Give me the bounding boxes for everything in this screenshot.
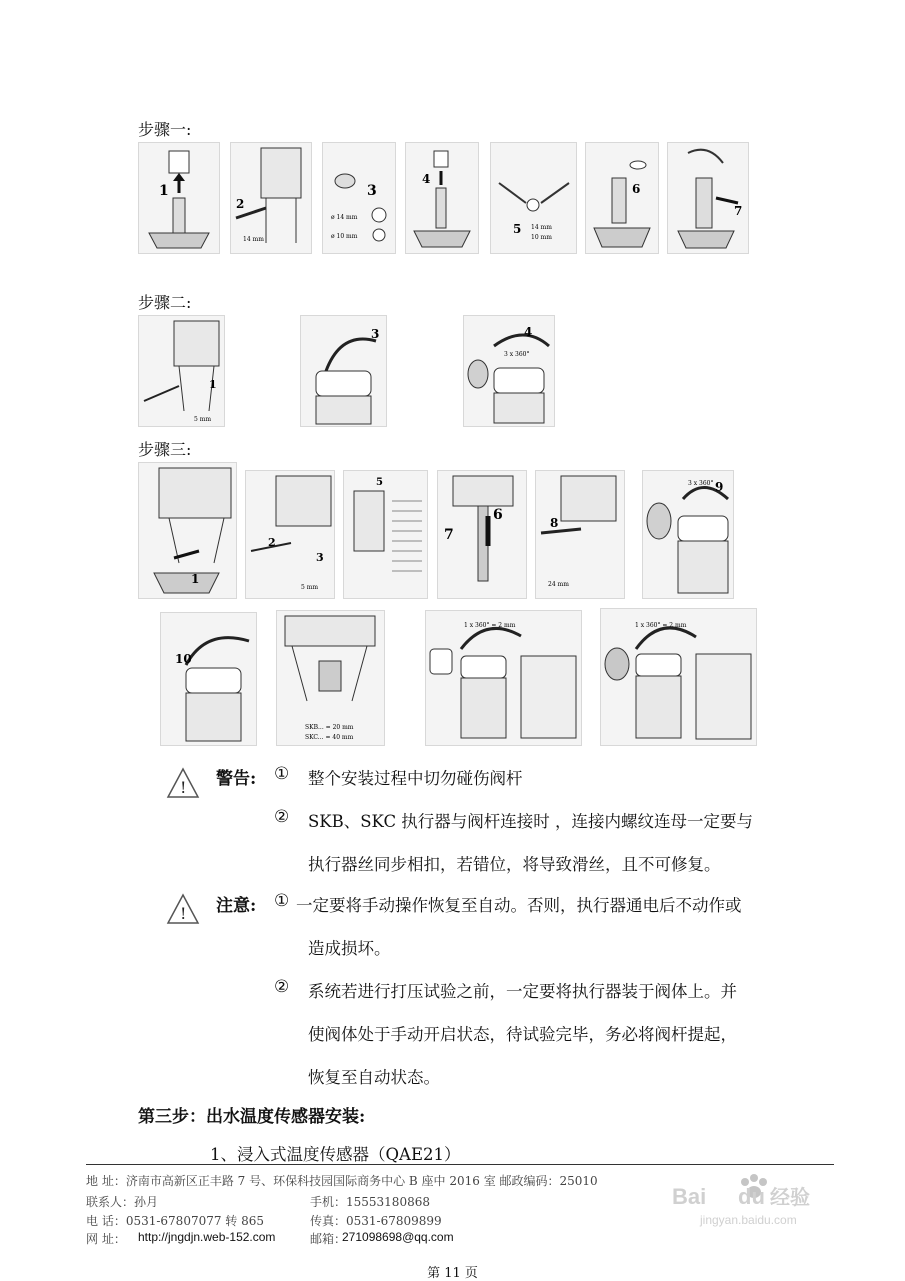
step3-figure-2 — [245, 470, 335, 599]
footer-fax: 传真：0531-67809899 — [310, 1214, 442, 1228]
fig-label: 4 — [524, 325, 533, 339]
warning-item-2-num: ② — [274, 807, 290, 827]
fig-label: 8 — [550, 516, 559, 530]
svg-text:!: ! — [180, 778, 187, 797]
step3-figure-3 — [343, 470, 428, 599]
warning-item-2-text-2: 执行器丝同步相扣，若错位，将导致滑丝，且不可修复。 — [308, 855, 721, 874]
step2-figure-1 — [138, 315, 225, 427]
fig-detail: 14 mm — [531, 224, 552, 231]
warning-item-1-text: 整个安装过程中切勿碰伤阀杆 — [308, 769, 523, 788]
footer-email-label: 邮箱： — [310, 1232, 347, 1246]
fig-detail: 1 x 360° = 2 mm — [464, 622, 516, 629]
warning-icon — [166, 767, 200, 799]
fig-detail: 1 x 360° = 2 mm — [635, 622, 687, 629]
watermark-url: jingyan.baidu.com — [700, 1213, 797, 1227]
step2-figure-3 — [463, 315, 555, 427]
fig-detail: 24 mm — [548, 581, 569, 588]
fig-label: 2 — [268, 536, 276, 549]
notice-item-1-text-2: 造成损坏。 — [308, 939, 391, 958]
fig-detail: 10 mm — [531, 234, 552, 241]
footer-mobile: 手机：15553180868 — [310, 1195, 430, 1209]
fig-detail: SKB... = 20 mm — [305, 724, 354, 731]
footer-web-link[interactable]: http://jngdjn.web-152.com — [138, 1230, 276, 1244]
step1-figure-7 — [667, 142, 749, 254]
step3-figure-6 — [642, 470, 734, 599]
fig-label: 5 — [513, 222, 522, 236]
fig-detail: SKC... = 40 mm — [305, 734, 354, 741]
baidu-watermark — [650, 1168, 850, 1228]
fig-detail: 3 x 360° — [504, 351, 530, 358]
step1-figure-6 — [585, 142, 659, 254]
watermark-cn: 经验 — [770, 1185, 810, 1209]
fig-label: 3 — [316, 551, 324, 564]
fig-label: 5 — [376, 477, 383, 488]
warning-label: 警告: — [216, 769, 257, 789]
notice-item-1-text-1: 一定要将手动操作恢复至自动。否则，执行器通电后不动作或 — [296, 896, 742, 915]
step3-figure-4 — [437, 470, 527, 599]
fig-label: 2 — [236, 197, 245, 211]
fig-label: 1 — [209, 378, 217, 391]
fig-detail: ø 10 mm — [331, 233, 358, 240]
notice-label: 注意: — [216, 896, 257, 916]
notice-item-2-text-2: 使阀体处于手动开启状态，待试验完毕，务必将阀杆提起， — [308, 1025, 737, 1044]
step3-figure-5 — [535, 470, 625, 599]
footer-address: 地 址：济南市高新区正丰路 7 号、环保科技园国际商务中心 B 座中 2016 室 邮政编码：25010 — [86, 1174, 598, 1188]
step2-figure-2 — [300, 315, 387, 427]
warning-item-2-text-1: SKB、SKC 执行器与阀杆连接时 ，连接内螺纹连母一定要与 — [308, 812, 754, 831]
warning-item-1-num: ① — [274, 764, 290, 784]
fig-label: 9 — [715, 480, 724, 494]
step1-figure-1 — [138, 142, 220, 254]
step3-figure-9 — [425, 610, 582, 746]
footer-divider — [86, 1164, 834, 1165]
fig-label: 3 — [367, 183, 377, 199]
fig-detail: 3 x 360° — [688, 480, 714, 487]
fig-label: 4 — [422, 172, 431, 186]
fig-detail: ø 14 mm — [331, 214, 358, 221]
step3-figure-10 — [600, 608, 757, 746]
step1-figure-4 — [405, 142, 479, 254]
fig-label: 3 — [371, 327, 380, 341]
fig-label: 10 — [175, 652, 192, 666]
fig-label: 7 — [444, 527, 454, 543]
fig-label: 7 — [734, 204, 743, 218]
section-item-1: 1、浸入式温度传感器（QAE21） — [210, 1145, 461, 1164]
fig-label: 1 — [191, 572, 200, 586]
fig-detail: 5 mm — [194, 416, 212, 423]
step2-title: 步骤二: — [138, 293, 192, 312]
notice-item-2-text-1: 系统若进行打压试验之前，一定要将执行器装于阀体上。并 — [308, 982, 737, 1001]
svg-text:!: ! — [180, 904, 187, 923]
step3-title: 步骤三: — [138, 440, 192, 459]
watermark-brand-2: du — [738, 1184, 765, 1209]
fig-detail: 14 mm — [243, 236, 264, 243]
fig-label: 6 — [632, 182, 641, 196]
notice-item-1-num: ① — [274, 891, 290, 911]
footer-web-label: 网 址： — [86, 1232, 126, 1246]
footer-email-link[interactable]: 271098698@qq.com — [342, 1230, 454, 1244]
notice-item-2-text-3: 恢复至自动状态。 — [308, 1068, 440, 1087]
step1-title: 步骤一: — [138, 120, 192, 139]
step3-figure-8 — [276, 610, 385, 746]
footer-contact: 联系人：孙月 — [86, 1195, 159, 1209]
step3-figure-7 — [160, 612, 257, 746]
step1-figure-5 — [490, 142, 577, 254]
fig-label: 1 — [159, 183, 169, 199]
notice-icon — [166, 893, 200, 925]
step3-figure-1 — [138, 462, 237, 599]
notice-item-2-num: ② — [274, 977, 290, 997]
fig-label: 6 — [493, 507, 503, 523]
step1-figure-3 — [322, 142, 396, 254]
watermark-brand: Bai — [672, 1184, 707, 1209]
fig-detail: 5 mm — [301, 584, 319, 591]
page-number: 第 11 页 — [427, 1266, 478, 1281]
footer-phone: 电 话：0531-67807077 转 865 — [86, 1214, 265, 1228]
section-title: 第三步：出水温度传感器安装: — [138, 1107, 366, 1127]
step1-figure-2 — [230, 142, 312, 254]
